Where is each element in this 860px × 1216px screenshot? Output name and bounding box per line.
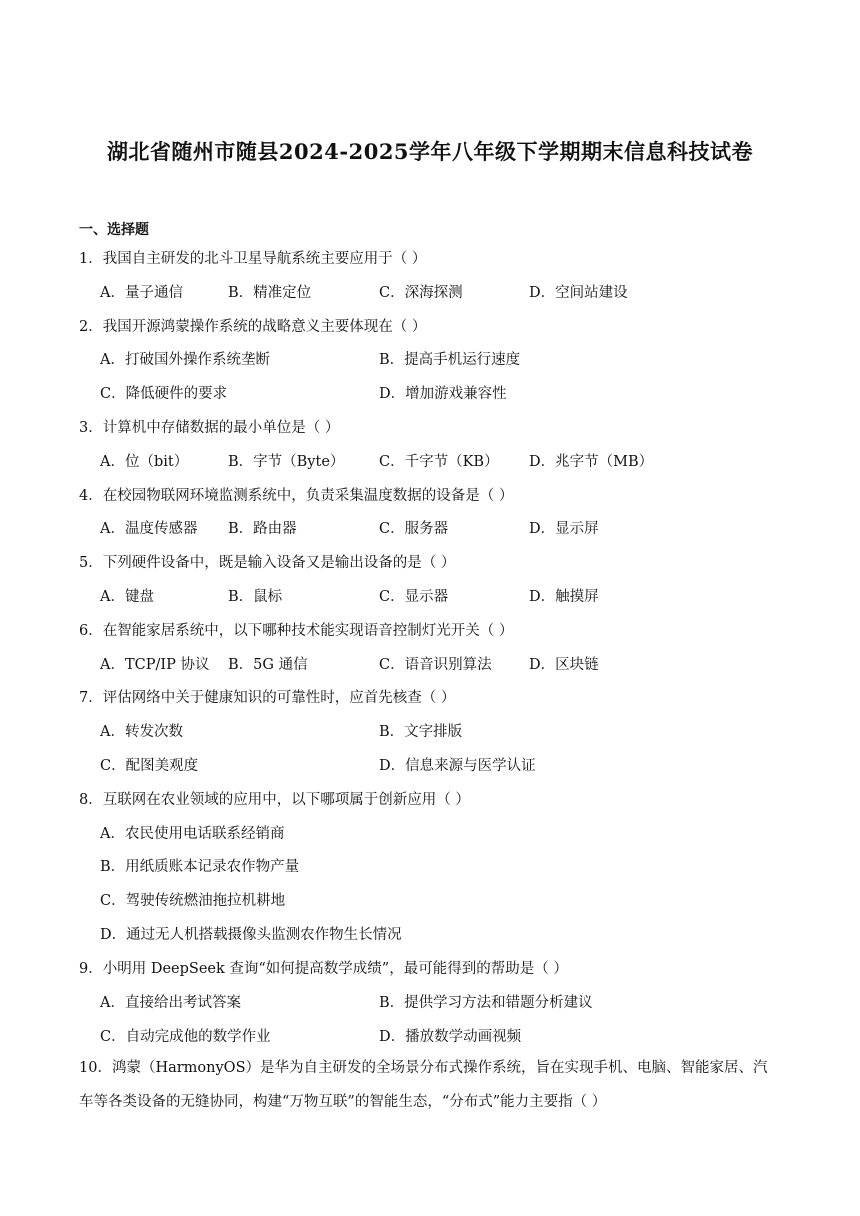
- question-1: 1．我国自主研发的北斗卫星导航系统主要应用于（ ）: [79, 251, 427, 267]
- q7-option-a: A．转发次数: [100, 724, 183, 740]
- q2-option-d: D．增加游戏兼容性: [379, 386, 507, 402]
- question-5: 5．下列硬件设备中，既是输入设备又是输出设备的是（ ）: [79, 555, 456, 571]
- q9-option-b: B．提供学习方法和错题分析建议: [379, 995, 593, 1011]
- question-6: 6．在智能家居系统中，以下哪种技术能实现语音控制灯光开关（ ）: [79, 623, 514, 639]
- q3-option-b: B．字节（Byte）: [228, 454, 345, 470]
- q4-option-c: C．服务器: [379, 521, 449, 537]
- q1-option-d: D．空间站建设: [529, 285, 628, 301]
- question-10: 10．鸿蒙（HarmonyOS）是华为自主研发的全场景分布式操作系统，旨在实现手机、电脑、智能家居、汽车等各类设备的无缝协同，构建“万物互联”的智能生态，“分布式”能力主要指（ ）: [79, 1060, 768, 1110]
- q5-option-c: C．显示器: [379, 589, 449, 605]
- q6-option-a: A．TCP/IP 协议: [100, 657, 210, 673]
- q2-option-c: C．降低硬件的要求: [100, 386, 228, 402]
- q3-option-c: C．千字节（KB）: [379, 454, 499, 470]
- section-heading: 一、选择题: [79, 222, 149, 238]
- q9-option-a: A．直接给出考试答案: [100, 995, 241, 1011]
- q4-option-a: A．温度传感器: [100, 521, 198, 537]
- q6-option-c: C．语音识别算法: [379, 657, 492, 673]
- q8-option-b: B．用纸质账本记录农作物产量: [100, 859, 300, 875]
- q5-option-b: B．鼠标: [228, 589, 283, 605]
- question-7: 7．评估网络中关于健康知识的可靠性时，应首先核查（ ）: [79, 690, 456, 706]
- q3-option-d: D．兆字节（MB）: [529, 454, 654, 470]
- q7-option-b: B．文字排版: [379, 724, 463, 740]
- question-2: 2．我国开源鸿蒙操作系统的战略意义主要体现在（ ）: [79, 319, 427, 335]
- q2-option-b: B．提高手机运行速度: [379, 352, 521, 368]
- q5-option-a: A．键盘: [100, 589, 154, 605]
- q4-option-d: D．显示屏: [529, 521, 599, 537]
- q8-option-d: D．通过无人机搭载摄像头监测农作物生长情况: [100, 927, 402, 943]
- q5-option-d: D．触摸屏: [529, 589, 599, 605]
- q6-option-b: B．5G 通信: [228, 657, 308, 673]
- q6-option-d: D．区块链: [529, 657, 599, 673]
- question-3: 3．计算机中存储数据的最小单位是（ ）: [79, 420, 340, 436]
- q9-option-c: C．自动完成他的数学作业: [100, 1029, 271, 1045]
- q1-option-a: A．量子通信: [100, 285, 183, 301]
- q2-option-a: A．打破国外操作系统垄断: [100, 352, 270, 368]
- q8-option-c: C．驾驶传统燃油拖拉机耕地: [100, 893, 286, 909]
- q1-option-c: C．深海探测: [379, 285, 463, 301]
- question-9: 9．小明用 DeepSeek 查询“如何提高数学成绩”，最可能得到的帮助是（ ）: [79, 961, 568, 977]
- q9-option-d: D．播放数学动画视频: [379, 1029, 522, 1045]
- q4-option-b: B．路由器: [228, 521, 297, 537]
- q8-option-a: A．农民使用电话联系经销商: [100, 826, 285, 842]
- question-8: 8．互联网在农业领域的应用中，以下哪项属于创新应用（ ）: [79, 792, 470, 808]
- q3-option-a: A．位（bit）: [100, 454, 189, 470]
- q7-option-c: C．配图美观度: [100, 758, 199, 774]
- page-title: 湖北省随州市随县2024-2025学年八年级下学期期末信息科技试卷: [106, 139, 754, 164]
- q1-option-b: B．精准定位: [228, 285, 312, 301]
- q7-option-d: D．信息来源与医学认证: [379, 758, 536, 774]
- question-4: 4．在校园物联网环境监测系统中，负责采集温度数据的设备是（ ）: [79, 488, 514, 504]
